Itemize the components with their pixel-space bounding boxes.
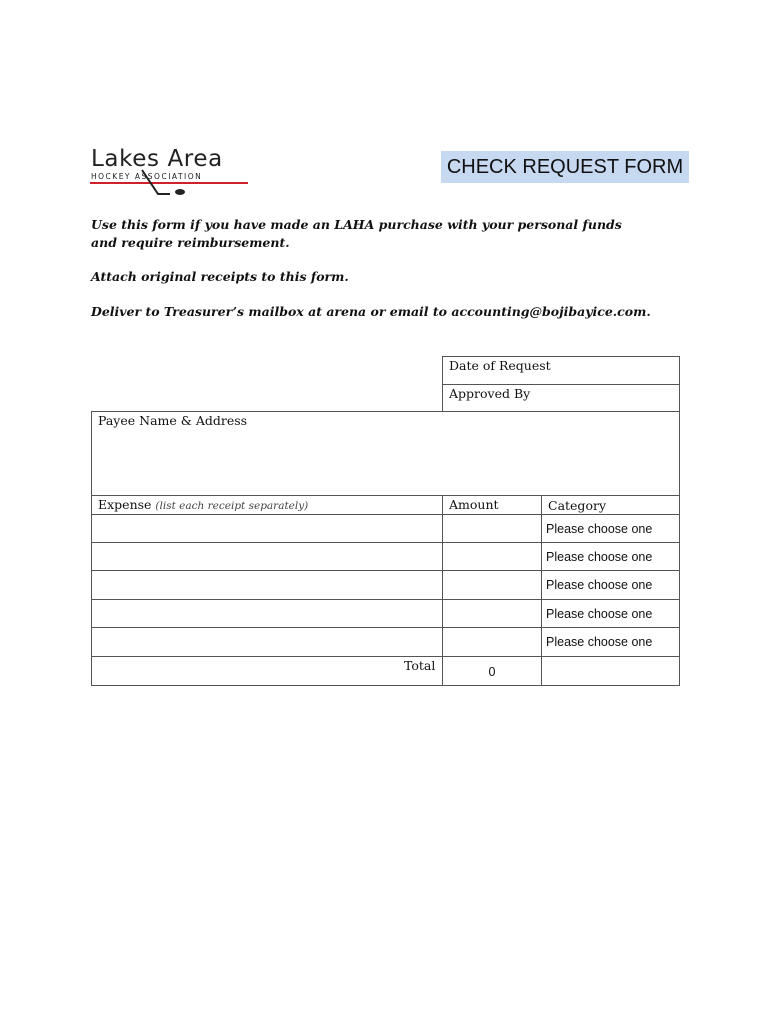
- expense-cell[interactable]: [92, 515, 442, 542]
- amount-cell[interactable]: [443, 628, 541, 656]
- amount-cell[interactable]: [443, 600, 541, 627]
- expense-header-note: (list each receipt separately): [155, 500, 309, 512]
- category-header: Category: [548, 498, 607, 513]
- form-title: CHECK REQUEST FORM: [441, 151, 689, 183]
- instruction-purpose: Use this form if you have made an LAHA purchase with your personal funds and require reimbursement.: [91, 217, 622, 250]
- expense-cell[interactable]: [92, 628, 442, 656]
- laha-logo: [90, 146, 250, 202]
- approved-by-label: Approved By: [449, 386, 531, 401]
- amount-cell[interactable]: [443, 515, 541, 542]
- payee-field[interactable]: [92, 430, 679, 494]
- category-select[interactable]: Please choose one: [546, 635, 653, 649]
- expense-cell[interactable]: [92, 571, 442, 599]
- expense-cell[interactable]: [92, 543, 442, 570]
- date-of-request-label: Date of Request: [449, 358, 551, 373]
- instruction-delivery: Deliver to Treasurer’s mailbox at arena or email to accounting@bojibayice.com.: [91, 304, 651, 319]
- expense-cell[interactable]: [92, 600, 442, 627]
- payee-label: Payee Name & Address: [98, 413, 248, 428]
- approved-by-field[interactable]: [540, 385, 679, 411]
- expense-header: [98, 498, 308, 513]
- hockey-stick-icon: [138, 168, 198, 200]
- category-select[interactable]: Please choose one: [546, 578, 653, 592]
- date-of-request-field[interactable]: [540, 357, 679, 384]
- amount-cell[interactable]: [443, 543, 541, 570]
- category-select[interactable]: Please choose one: [546, 607, 653, 621]
- amount-header: Amount: [449, 497, 499, 512]
- expense-header-label: Expense: [98, 497, 152, 512]
- category-select[interactable]: Please choose one: [546, 550, 653, 564]
- logo-subtitle: HOCKEY ASSOCIATION: [91, 172, 203, 181]
- total-value: 0: [488, 665, 496, 679]
- instruction-receipts: Attach original receipts to this form.: [91, 269, 349, 284]
- total-label: Total: [404, 658, 436, 673]
- amount-cell[interactable]: [443, 571, 541, 599]
- category-select[interactable]: Please choose one: [546, 522, 653, 536]
- logo-wordmark: Lakes Area: [91, 146, 223, 172]
